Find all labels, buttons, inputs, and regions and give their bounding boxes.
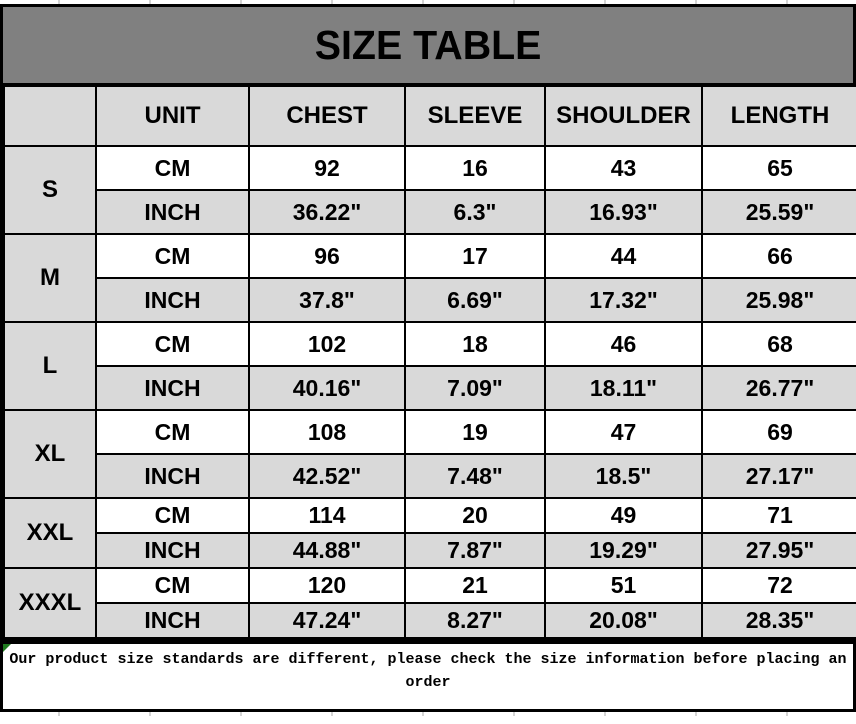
diagonal-divider-cell	[4, 86, 96, 146]
value-cell: 44.88"	[249, 533, 405, 568]
col-header-unit: UNIT	[96, 86, 249, 146]
row-m-cm	[4, 234, 856, 278]
value-cell: 7.48"	[405, 454, 545, 498]
row-s-inch	[4, 190, 856, 234]
unit-cell: CM	[96, 322, 249, 366]
value-cell: 44	[545, 234, 702, 278]
value-cell: 40.16"	[249, 366, 405, 410]
col-header-length: LENGTH	[702, 86, 856, 146]
bottom-gridline-strip	[0, 712, 856, 716]
value-cell: 102	[249, 322, 405, 366]
value-cell: 6.69"	[405, 278, 545, 322]
row-xl-cm	[4, 410, 856, 454]
unit-cell: INCH	[96, 603, 249, 638]
value-cell: 6.3"	[405, 190, 545, 234]
value-cell: 21	[405, 568, 545, 603]
col-header-shoulder: SHOULDER	[545, 86, 702, 146]
size-table	[0, 4, 856, 641]
col-header-sleeve: SLEEVE	[405, 86, 545, 146]
row-l-inch	[4, 366, 856, 410]
value-cell: 71	[702, 498, 856, 533]
row-xxxl-cm	[4, 568, 856, 603]
value-cell: 18.11"	[545, 366, 702, 410]
size-label-l: L	[4, 322, 96, 410]
value-cell: 16	[405, 146, 545, 190]
value-cell: 47.24"	[249, 603, 405, 638]
value-cell: 17	[405, 234, 545, 278]
value-cell: 42.52"	[249, 454, 405, 498]
value-cell: 68	[702, 322, 856, 366]
size-label-s: S	[4, 146, 96, 234]
size-label-xxxl: XXXL	[4, 568, 96, 638]
value-cell: 96	[249, 234, 405, 278]
row-xl-inch	[4, 454, 856, 498]
size-label-xxl: XXL	[4, 498, 96, 568]
unit-cell: CM	[96, 410, 249, 454]
value-cell: 20	[405, 498, 545, 533]
value-cell: 37.8"	[249, 278, 405, 322]
value-cell: 18.5"	[545, 454, 702, 498]
value-cell: 8.27"	[405, 603, 545, 638]
column-header-row	[4, 86, 856, 146]
unit-cell: CM	[96, 146, 249, 190]
size-note-box	[0, 641, 856, 712]
unit-cell: INCH	[96, 366, 249, 410]
size-label-xl: XL	[4, 410, 96, 498]
value-cell: 72	[702, 568, 856, 603]
value-cell: 18	[405, 322, 545, 366]
value-cell: 92	[249, 146, 405, 190]
value-cell: 46	[545, 322, 702, 366]
value-cell: 7.87"	[405, 533, 545, 568]
value-cell: 27.17"	[702, 454, 856, 498]
value-cell: 26.77"	[702, 366, 856, 410]
unit-cell: INCH	[96, 190, 249, 234]
value-cell: 16.93"	[545, 190, 702, 234]
value-cell: 114	[249, 498, 405, 533]
unit-cell: CM	[96, 568, 249, 603]
row-xxl-inch	[4, 533, 856, 568]
value-cell: 36.22"	[249, 190, 405, 234]
row-l-cm	[4, 322, 856, 366]
value-cell: 66	[702, 234, 856, 278]
value-cell: 19.29"	[545, 533, 702, 568]
value-cell: 25.98"	[702, 278, 856, 322]
value-cell: 25.59"	[702, 190, 856, 234]
row-xxl-cm	[4, 498, 856, 533]
size-note-text: Our product size standards are different, please check the size information before placing an order	[9, 651, 847, 692]
value-cell: 20.08"	[545, 603, 702, 638]
row-xxxl-inch	[4, 603, 856, 638]
value-cell: 47	[545, 410, 702, 454]
table-title-bar	[3, 7, 853, 85]
unit-cell: INCH	[96, 454, 249, 498]
value-cell: 7.09"	[405, 366, 545, 410]
unit-cell: CM	[96, 498, 249, 533]
unit-cell: CM	[96, 234, 249, 278]
size-label-m: M	[4, 234, 96, 322]
row-s-cm	[4, 146, 856, 190]
row-m-inch	[4, 278, 856, 322]
col-header-chest: CHEST	[249, 86, 405, 146]
size-table-grid	[3, 85, 856, 639]
value-cell: 43	[545, 146, 702, 190]
value-cell: 51	[545, 568, 702, 603]
unit-cell: INCH	[96, 278, 249, 322]
value-cell: 65	[702, 146, 856, 190]
unit-cell: INCH	[96, 533, 249, 568]
value-cell: 49	[545, 498, 702, 533]
cell-error-marker-icon	[3, 644, 11, 652]
value-cell: 108	[249, 410, 405, 454]
value-cell: 69	[702, 410, 856, 454]
value-cell: 17.32"	[545, 278, 702, 322]
value-cell: 28.35"	[702, 603, 856, 638]
table-title: SIZE TABLE	[314, 21, 542, 68]
value-cell: 19	[405, 410, 545, 454]
value-cell: 120	[249, 568, 405, 603]
value-cell: 27.95"	[702, 533, 856, 568]
